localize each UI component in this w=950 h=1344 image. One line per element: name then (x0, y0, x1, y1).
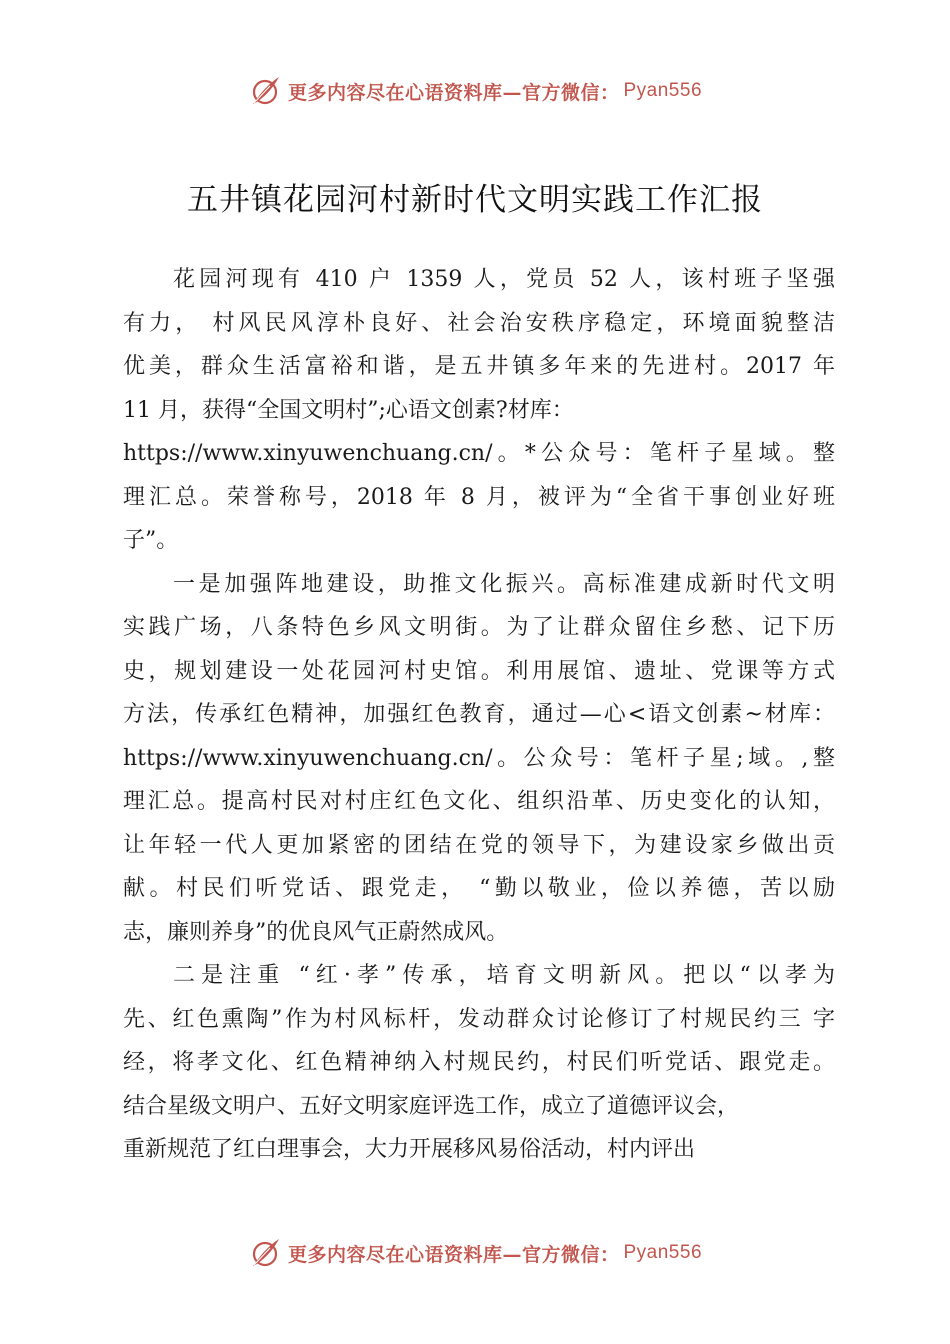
paragraph-line: https://www.xinyuwenchuang.cn/。公众号：笔杆子星;域。,整 (123, 745, 835, 771)
watermark-text: 更多内容尽在心语资料库—官方微信： (287, 1243, 620, 1266)
watermark-wechat-id: Pyan556 (623, 80, 703, 101)
paragraph-line: 花园河现有 410 户 1359 人，党员 52 人，该村班子坚强 (173, 267, 835, 292)
watermark-wechat-id: Pyan556 (623, 1242, 703, 1263)
paragraph-line: 一是加强阵地建设，助推文化振兴。高标准建成新时代文明 (173, 571, 835, 597)
paragraph-line: 理汇总。荣誉称号，2018 年 8 月，被评为“全省干事创业好班 (123, 484, 835, 510)
paragraph-line: 结合星级文明户、五好文明家庭评选工作，成立了道德评议会， (123, 1093, 740, 1119)
paragraph-line: 重新规范了红白理事会，大力开展移风易俗活动，村内评出 (123, 1137, 696, 1162)
paragraph-line: 史，规划建设一处花园河村史馆。利用展馆、遗址、党课等方式 (123, 658, 835, 684)
paragraph-line: 11 月，获得“全国文明村”;心语文创素?材库： (123, 397, 574, 423)
watermark-text: 更多内容尽在心语资料库—官方微信： (287, 81, 620, 104)
paragraph-line: 先、红色熏陶”作为村风标杆，发动群众讨论修订了村规民约三 字 (123, 1006, 835, 1032)
paragraph-line: https://www.xinyuwenchuang.cn/。*公众号：笔杆子星域。整 (123, 441, 835, 466)
feather-pen-logo-icon (248, 74, 282, 108)
paragraph-line: 有力， 村风民风淳朴良好、社会治安秩序稳定，环境面貌整洁 (123, 310, 835, 336)
paragraph-line: 子”。 (123, 528, 179, 553)
paragraph-line: 优美，群众生活富裕和谐，是五井镇多年来的先进村。2017 年 (123, 354, 835, 379)
document-title: 五井镇花园河村新时代文明实践工作汇报 (187, 182, 763, 218)
paragraph-line: 志，廉则养身”的优良风气正蔚然成风。 (123, 919, 509, 945)
watermark-banner-top (0, 66, 950, 116)
paragraph-line: 方法，传承红色精神，加强红色教育，通过—心<语文创素~材库： (123, 702, 835, 727)
watermark-banner-bottom (0, 1228, 950, 1278)
paragraph-line: 实践广场，八条特色乡风文明街。为了让群众留住乡愁、记下历 (123, 615, 835, 640)
paragraph-line: 经，将孝文化、红色精神纳入村规民约，村民们听党话、跟党走。 (123, 1050, 835, 1075)
paragraph-line: 献。村民们听党话、跟党走， “勤以敬业，俭以养德，苦以励 (123, 876, 835, 901)
paragraph-line: 二是注重 “红·孝”传承，培育文明新风。把以“以孝为 (173, 963, 835, 988)
paragraph-line: 让年轻一代人更加紧密的团结在党的领导下，为建设家乡做出贡 (123, 832, 835, 858)
paragraph-line: 理汇总。提高村民对村庄红色文化、组织沿革、历史变化的认知， (123, 789, 835, 814)
feather-pen-logo-icon (248, 1236, 282, 1270)
document-body (123, 258, 835, 1172)
